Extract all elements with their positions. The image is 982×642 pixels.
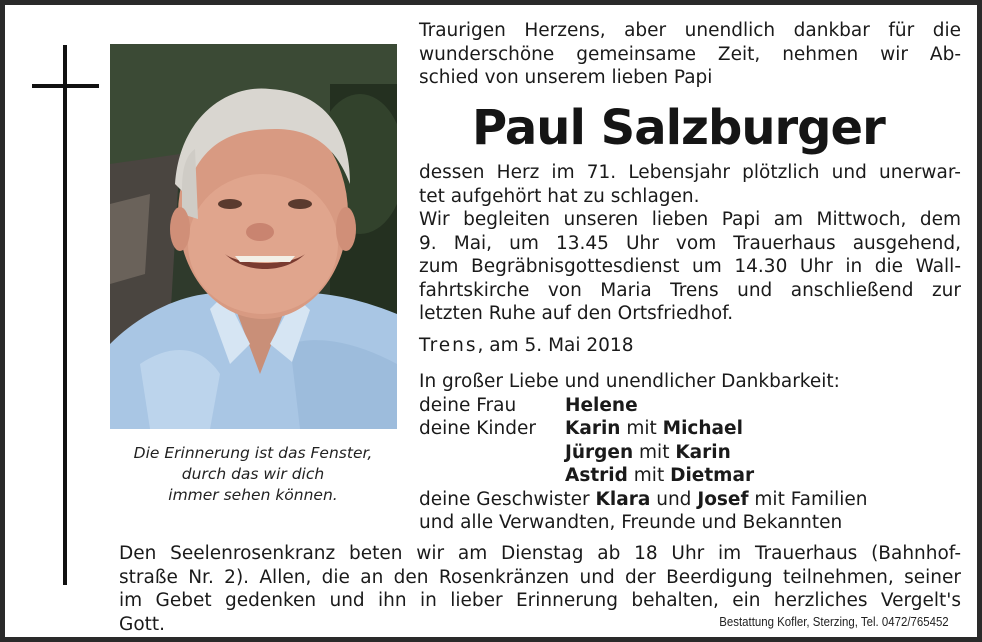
gratitude-intro: In großer Liebe und unendlicher Dankbarkeit: xyxy=(419,371,840,392)
detail-line: Wir begleiten unseren lieben Papi am Mittwoch, dem xyxy=(419,209,961,230)
siblings-suffix: mit Familien xyxy=(754,488,868,510)
quote-line: durch das wir dich xyxy=(181,465,325,483)
date-text: , am 5. Mai 2018 xyxy=(477,335,634,356)
portrait-photo xyxy=(110,44,397,429)
connector: mit xyxy=(626,418,657,439)
partner-name: Karin xyxy=(675,441,731,463)
place-date xyxy=(419,334,633,358)
deceased-name: Paul Salzburger xyxy=(472,100,885,156)
place-name: Trens xyxy=(419,335,478,356)
children-label: deine Kinder xyxy=(419,418,536,439)
detail-line: dessen Herz im 71. Lebensjahr plötzlich und unerwar- xyxy=(419,162,961,183)
children-row xyxy=(419,441,868,465)
wife-label: deine Frau xyxy=(419,394,517,416)
intro-line: Traurigen Herzens, aber unendlich dankbar für die xyxy=(419,20,961,41)
detail-line: fahrtskirche von Maria Trens und anschließend zur xyxy=(419,279,961,301)
memorial-quote xyxy=(109,443,397,506)
intro-text xyxy=(419,19,961,90)
cross-icon xyxy=(63,45,67,585)
child-couple xyxy=(565,464,754,488)
children-row xyxy=(419,417,868,441)
child-couple xyxy=(565,441,731,465)
siblings-label: deine Geschwister xyxy=(419,488,590,510)
mourners-list xyxy=(419,370,868,535)
connector: mit xyxy=(639,441,670,463)
funeral-details xyxy=(419,161,961,326)
quote-line: immer sehen können. xyxy=(168,486,338,504)
wife-row xyxy=(419,394,868,418)
detail-line: letzten Ruhe auf den Ortsfriedhof. xyxy=(419,303,734,324)
child-name: Jürgen xyxy=(565,441,634,463)
partner-name: Michael xyxy=(662,418,743,439)
children-row xyxy=(419,464,868,488)
undertaker-credit: Bestattung Kofler, Sterzing, Tel. 0472/765452 xyxy=(719,614,949,629)
quote-line: Die Erinnerung ist das Fenster, xyxy=(133,444,373,462)
detail-line: 9. Mai, um 13.45 Uhr vom Trauerhaus ausgehend, xyxy=(419,232,961,254)
detail-line: tet aufgehört hat zu schlagen. xyxy=(419,185,700,207)
detail-line: zum Begräbnisgottesdienst um 14.30 Uhr in die Wall- xyxy=(419,256,961,277)
wife-name: Helene xyxy=(565,394,638,416)
connector: mit xyxy=(633,465,665,486)
intro-line: wunderschöne gemeinsame Zeit, nehmen wir Ab- xyxy=(419,43,961,65)
closing-line: im Gebet gedenken und ihn in lieber Erinnerung behalten, ein herzliches Vergelt's xyxy=(119,590,961,611)
child-name: Astrid xyxy=(565,465,628,486)
sibling-name: Klara xyxy=(595,488,651,510)
relatives-row: und alle Verwandten, Freunde und Bekannten xyxy=(419,512,843,533)
child-name: Karin xyxy=(565,418,621,439)
closing-line: straße Nr. 2). Allen, die an den Rosenkränzen und der Beerdigung teilnehmen, seiner xyxy=(119,566,961,588)
cross-icon-bar xyxy=(32,84,99,88)
siblings-row xyxy=(419,488,868,512)
partner-name: Dietmar xyxy=(670,465,755,486)
closing-line: Den Seelenrosenkranz beten wir am Dienstag ab 18 Uhr im Trauerhaus (Bahnhof- xyxy=(119,543,961,564)
child-couple xyxy=(565,417,743,441)
closing-line: Gott. xyxy=(119,613,166,635)
sibling-name: Josef xyxy=(697,488,749,510)
intro-line: schied von unserem lieben Papi xyxy=(419,67,713,88)
connector: und xyxy=(656,488,692,510)
